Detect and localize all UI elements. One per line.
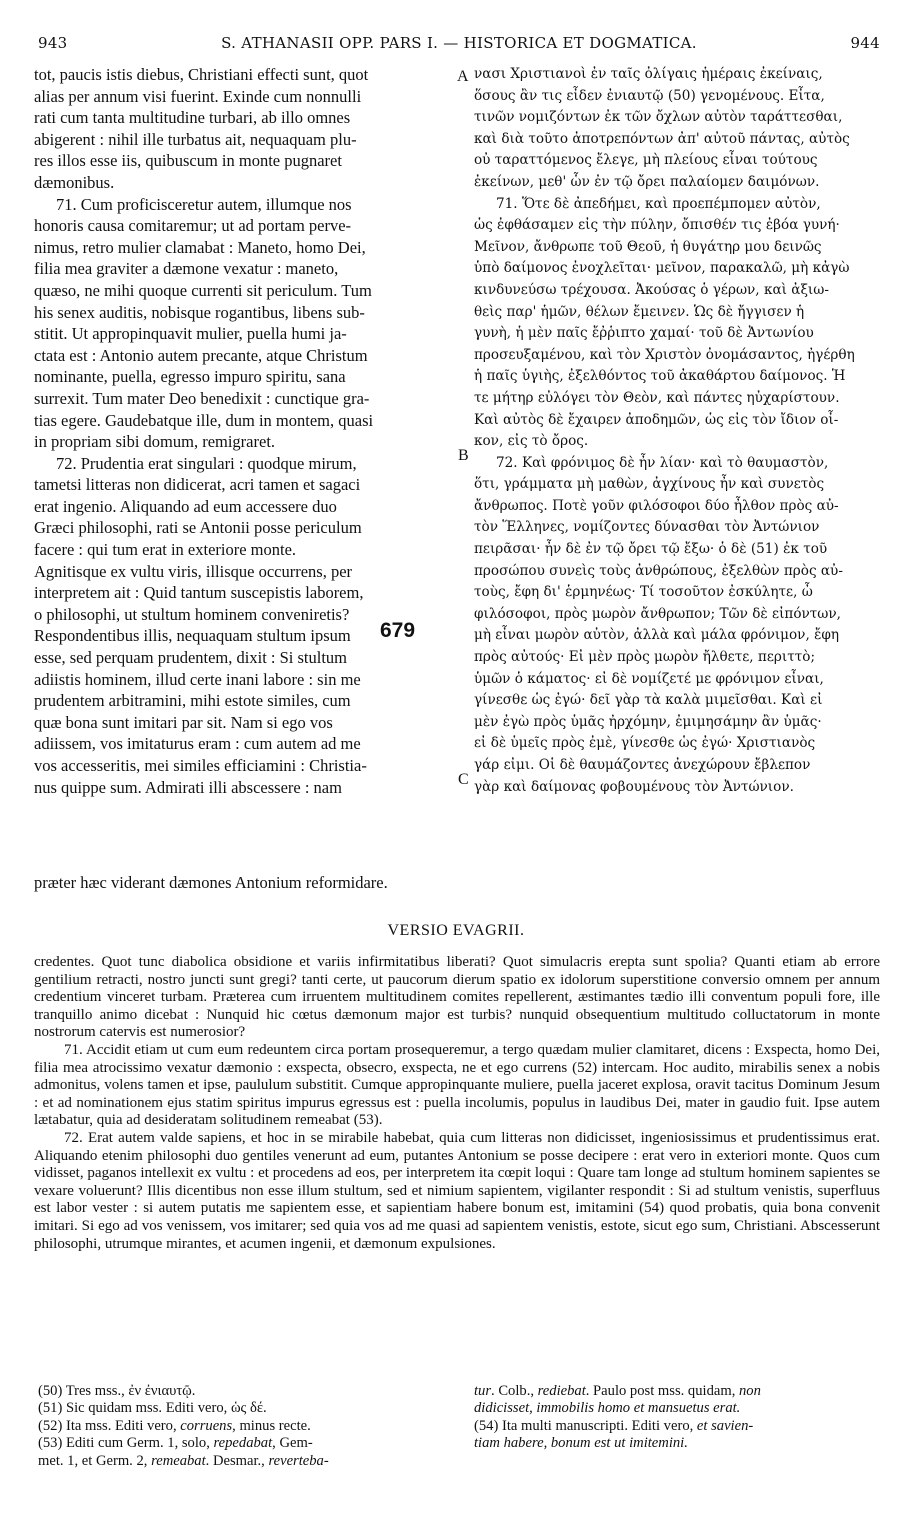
footnote-53-end	[474, 1383, 880, 1400]
footnote-50	[38, 1383, 458, 1400]
latin-line: o philosophi, ut stultum hominem conveniretis?	[34, 604, 350, 624]
footnote-text: (50) Tres mss.,	[38, 1383, 129, 1399]
footnote-text: . Desmar.,	[205, 1452, 269, 1469]
page-number-left: 943	[38, 34, 68, 52]
footnote-54-cont	[474, 1435, 880, 1452]
latin-line: 72. Prudentia erat singulari : quodque mirum,	[56, 453, 357, 473]
evagrius-paragraph: 72. Erat autem valde sapiens, et hoc in se mirabile habebat, quia cum litteras non didicisset, ingeniosissimus et prudentissimus erat. Aliquando etenim philosophi duo gentiles venerunt ad eum, putantes Antonium se posse decipere : erat vero in exteriori monte. Quos cum vidisset, paganos intellexit ex vultu : et procedens ad eos, per interpretem ita cœpit loqui : Quare tam longe ad stultum hominem sapientes se vexare voluerunt? Illis dicentibus non esse illum stultum, sed et nimium sapientem, vigilanter respondit : Si ad stultum venistis, superfluus est labor vester : si autem putatis me sapientem esse, et sapientiam habere bonum est, imitamini (54) quod probatis, quia bona convenit imitari. Si ego ad vos venissem, vos imitarer; sed quia vos ad me quasi ad sapientem venistis, estote, sicut ego sum, Christiani. Abscesserunt philosophi, utrumque mirantes, et acumen ingenii, et dæmonum expulsiones.	[34, 1129, 880, 1252]
latin-line: adiistis hominem, illud certe inani labore : sin me	[34, 669, 361, 689]
greek-line: ἐκείνων, μεθ' ὧν ἐν τῷ ὄρει παλαίομεν δαιμόνων.	[474, 173, 820, 190]
footnote-italic: corruens	[180, 1417, 233, 1434]
footnote-52	[38, 1418, 458, 1435]
footnotes-right	[474, 1383, 880, 1453]
greek-line: μὲν ἐγὼ πρὸς ὑμᾶς ἠρχόμην, ἐμιμησάμην ἂν ὑμᾶς·	[474, 713, 822, 730]
greek-line: καὶ διὰ τοῦτο ἀποτρεπόντων ἀπ' αὐτοῦ πάντας, αὐτὸς	[474, 130, 850, 147]
footnote-italic: tiam habere, bonum est ut imitemini.	[474, 1435, 688, 1452]
latin-line: ctata est : Antonio autem precante, atque Christum	[34, 345, 368, 365]
greek-line: γίνεσθε ὡς ἐγώ· δεῖ γὰρ τὰ καλὰ μιμεῖσθαι. Καὶ εἰ	[474, 692, 823, 709]
latin-line: 71. Cum proficisceretur autem, illumque nos	[56, 194, 352, 214]
latin-line: res illos esse iis, quibuscum in monte pugnaret	[34, 151, 342, 171]
greek-line: ἡ παῖς ὑγιὴς, ἐξελθόντος τοῦ ἀκαθάρτου δαίμονος. Ἡ	[474, 368, 846, 385]
latin-line: abigerent : nihil ille turbatus ait, nequaquam plu-	[34, 129, 357, 149]
footnote-text: met. 1, et Germ. 2,	[38, 1452, 152, 1469]
margin-letter-b: B	[458, 447, 469, 464]
evagrius-paragraph: 71. Accidit etiam ut cum eum redeuntem circa portam prosequeremur, a tergo quædam mulier clamitaret, dicens : Exspecta, homo Dei, filia mea atrocissimo vexatur dæmonio : exspecta, obsecro, exspecta, ne et ego currens (52) intercam. Hoc audito, mirabilis senex a nobis admonitus, volens tamen et ipse, paululum substitit. Cumque appropinquante muliere, puella jaceret explosa, oravit tacitus Dominum Jesum : et ad nominationem ejus statim spiritus impurus egressus est : puella incolumis, populus in laudibus Dei, mater in gaudio fuit. Ipse autem lætabatur, quia ad desideratam solitudinem remeabat (53).	[34, 1041, 880, 1129]
latin-line: Agnitisque ex vultu viris, illisque occurrens, per	[34, 561, 353, 581]
section-title: VERSIO EVAGRII.	[387, 922, 525, 939]
greek-line: γυνὴ, ἡ μὲν παῖς ἔῤῥιπτο χαμαί· τοῦ δὲ Ἀντωνίου	[474, 325, 814, 342]
latin-line: honoris causa comitaremur; ut ad portam perve-	[34, 216, 352, 236]
latin-line: interpretem ait : Quid tantum suscepistis laborem,	[34, 583, 364, 603]
footnote-text: (54) Ita multi manuscripti. Editi vero,	[474, 1417, 697, 1434]
greek-line: πειρᾶσαι· ἦν δὲ ἐν τῷ ὄρει τῷ ἔξω· ὁ δὲ (51) ἐκ τοῦ	[474, 541, 828, 558]
greek-column	[474, 64, 880, 798]
footnote-italic: remeabat	[151, 1452, 206, 1469]
latin-line: nus quippe sum. Admirati illi abscessere : nam	[34, 777, 342, 797]
page-number-right: 944	[850, 34, 880, 52]
greek-line: μὴ εἶναι μωρὸν αὐτὸν, ἀλλὰ καὶ μάλα φρόνιμον, ἔφη	[474, 627, 840, 644]
greek-line: ὑπὸ δαίμονος ἐνοχλεῖται· μεῖνον, παρακαλῶ, μὴ κἀγὼ	[474, 260, 850, 277]
footnote-italic: didicisset, immobilis homo et mansuetus erat.	[474, 1400, 741, 1417]
latin-line: quæ bona sunt imitari par sit. Nam si ego vos	[34, 712, 333, 732]
latin-line: in propriam sibi domum, remigraret.	[34, 432, 276, 452]
footnote-text: . Paulo post mss. quidam,	[585, 1383, 739, 1399]
latin-closing-line: præter hæc viderant dæmones Antonium reformidare.	[34, 873, 388, 892]
greek-line: νασι Χριστιανοὶ ἐν ταῖς ὀλίγαις ἡμέραις ἐκείναις,	[474, 66, 823, 82]
greek-line: ἄνθρωπος. Ποτὲ γοῦν φιλόσοφοι δύο ἦλθον πρὸς αὐ-	[474, 497, 839, 514]
latin-line: Græci philosophi, rati se Antonii posse periculum	[34, 518, 362, 538]
latin-line: prudentem arbitramini, mihi estote similes, cum	[34, 691, 351, 711]
greek-line: 71. Ὅτε δὲ ἀπεδήμει, καὶ προεπέμπομεν αὐτὸν,	[496, 195, 821, 212]
latin-line: nominante, puella, egresso impuro spiritu, sana	[34, 367, 346, 387]
latin-line: rati cum tanta multitudine turbari, ab illo omnes	[34, 108, 351, 128]
footnote-text: . Colb.,	[491, 1383, 538, 1399]
footnote-51	[38, 1400, 458, 1417]
margin-letter-a: A	[457, 68, 469, 85]
footnote-text: .	[263, 1400, 267, 1417]
footnote-italic: rediebat	[537, 1383, 586, 1399]
evagrius-version	[34, 954, 880, 1253]
greek-line: προσευξαμένου, καὶ τὸν Χριστὸν ὀνομάσαντος, ἠγέρθη	[474, 346, 855, 363]
greek-line: τοὺς, ἔφη δι' ἑρμηνέως· Τί τοσοῦτον ἐσκύλητε, ὦ	[474, 584, 813, 601]
footnote-text: (52) Ita mss. Editi vero,	[38, 1417, 181, 1434]
footnote-text: , Gem-	[272, 1435, 313, 1452]
latin-line: erat ingenio. Aliquando ad eum accessere duo	[34, 496, 337, 516]
running-header	[38, 34, 880, 56]
greek-line: ὅτι, γράμματα μὴ μαθὼν, ἀγχίνους ἦν καὶ συνετὸς	[474, 476, 825, 493]
greek-line: τινῶν νομιζόντων ἐκ τῶν ὄχλων αὐτὸν ταράττεσθαι,	[474, 109, 843, 126]
footnote-italic: et savien-	[696, 1417, 754, 1434]
greek-line: ὡς ἐφθάσαμεν εἰς τὴν πύλην, ὄπισθέν τις ἐβόα γυνή·	[474, 217, 840, 234]
footnote-italic: reverteba-	[268, 1452, 329, 1469]
footnote-53-end-line2	[474, 1400, 880, 1417]
greek-line: γὰρ καὶ δαίμονας φοβουμένους τὸν Ἀντώνιον.	[474, 778, 794, 795]
running-title: S. ATHANASII OPP. PARS I. — HISTORICA ET DOGMATICA.	[221, 34, 697, 52]
latin-line: nimus, retro mulier clamabat : Maneto, homo Dei,	[34, 237, 366, 257]
greek-line: ὅσους ἂν τις εἶδεν ἐνιαυτῷ (50) γενομένους. Εἶτα,	[474, 87, 825, 104]
footnote-text: (53) Editi cum Germ. 1, solo,	[38, 1435, 214, 1452]
footnote-text: (51) Sic quidam mss. Editi vero,	[38, 1400, 231, 1417]
footnote-54	[474, 1418, 880, 1435]
footnote-greek: ὡς δέ	[230, 1400, 263, 1417]
page-marker: 679	[380, 619, 416, 642]
greek-line: Καὶ αὐτὸς δὲ ἔχαιρεν ἀποδημῶν, ὡς εἰς τὸν ἴδιον οἶ-	[474, 411, 839, 428]
greek-line: οὐ ταραττόμενος ἔλεγε, μὴ πλείους εἶναι τούτους	[474, 152, 818, 169]
latin-line: quæso, ne mihi quoque currenti sit periculum. Tum	[34, 280, 372, 300]
latin-line: facere : qui tum erat in exteriore monte.	[34, 540, 297, 560]
latin-line: alias per annum visi fuerint. Exinde cum nonnulli	[34, 86, 362, 106]
greek-line: Μεῖνον, ἄνθρωπε τοῦ Θεοῦ, ἡ θυγάτηρ μου δεινῶς	[474, 238, 822, 255]
greek-line: εἰ δὲ ὑμεῖς πρὸς ἐμὲ, γίνεσθε ὡς ἐγώ· Χριστιανὸς	[474, 735, 816, 752]
latin-line: dæmonibus.	[34, 172, 115, 192]
latin-line: adiissem, vos imitaturus eram : cum autem ad me	[34, 734, 361, 754]
latin-column	[34, 64, 454, 798]
latin-line: tias egere. Gaudebatque ille, dum in montem, quasi	[34, 410, 374, 430]
margin-letter-c: C	[458, 771, 469, 788]
footnote-53	[38, 1435, 458, 1452]
footnote-53-cont	[38, 1453, 458, 1470]
footnote-text: , minus recte.	[232, 1417, 311, 1434]
latin-line: his senex auditis, nobisque rogantibus, libens sub-	[34, 302, 365, 322]
latin-line: esse, sed perquam prudentem, dixit : Si stultum	[34, 648, 348, 668]
greek-line: ὑμῶν ὁ κάματος· εἰ δὲ νομίζετέ με φρόνιμον εἶναι,	[474, 670, 824, 687]
evagrius-paragraph: credentes. Quot tunc diabolica obsidione et variis infirmitatibus liberati? Quot simulacris erepta sunt spolia? Quanti etiam ab errore gentilium retracti, nostro juncti sunt gregi? tanti certe, ut paucorum dierum spatio ex idolorum superstitione conversio omnem per annum credentium vinceret turbam. Præterea cum irruentem multitudinem comites repellerent, æstimantes tædio illi conventum populi fore, ille tranquillo animo dicebat : Nunquid hic cœtus dæmonum major est turbis? nunquid obsequentium multitudo colluctatorum in monte nostrorum catervis est numerosior?	[34, 954, 880, 1041]
latin-line: surrexit. Tum mater Deo benedixit : cunctique gra-	[34, 388, 370, 408]
latin-line: Respondentibus illis, nequaquam stultum ipsum	[34, 626, 351, 646]
greek-line: 72. Καὶ φρόνιμος δὲ ἦν λίαν· καὶ τὸ θαυμαστὸν,	[496, 454, 829, 471]
greek-line: κον, εἰς τὸ ὄρος.	[474, 433, 589, 450]
footnote-italic: tur	[474, 1383, 492, 1399]
greek-line: προσώπου συνεὶς τοὺς ἀνθρώπους, ἐξελθὼν πρὸς αὐ-	[474, 562, 843, 579]
greek-line: θεὶς παρ' ἡμῶν, θέλων ἔμεινεν. Ὡς δὲ ἤγγισεν ἡ	[474, 303, 805, 320]
greek-line: τε μήτηρ εὐλόγει τὸν Θεὸν, καὶ πάντες ηὐχαρίστουν.	[474, 389, 840, 406]
greek-line: τὸν Ἕλληνες, νομίζοντες δύνασθαι τὸν Ἀντώνιον	[474, 519, 820, 536]
latin-line: tametsi litteras non didicerat, acri tamen et sagaci	[34, 475, 361, 495]
latin-line: vos accesseritis, mei similes efficiamini : Christia-	[34, 756, 367, 775]
greek-line: γάρ εἰμι. Οἱ δὲ θαυμάζοντες ἀνεχώρουν ἔβλεπον	[474, 757, 811, 773]
greek-line: φιλόσοφοι, πρὸς μωρὸν ἄνθρωπον; Τῶν δὲ εἰπόντων,	[474, 605, 841, 622]
latin-line: filia mea graviter a dæmone vexatur : maneto,	[34, 259, 339, 279]
footnote-italic: non	[739, 1383, 761, 1399]
latin-line: tot, paucis istis diebus, Christiani effecti sunt, quot	[34, 65, 369, 84]
greek-line: κινδυνεύσω τρέχουσα. Ἀκούσας ὁ γέρων, καὶ ἀξιω-	[474, 281, 829, 298]
footnote-text: .	[191, 1383, 196, 1399]
footnote-italic: repedabat	[213, 1435, 273, 1452]
footnote-greek: ἐν ἐνιαυτῷ	[128, 1383, 192, 1399]
latin-line: stitit. Ut appropinquavit mulier, puella humi ja-	[34, 324, 347, 344]
greek-line: πρὸς αὐτούς· Εἰ μὲν πρὸς μωρὸν ἤλθετε, περιττὸ;	[474, 649, 816, 666]
footnotes-left	[38, 1383, 458, 1470]
